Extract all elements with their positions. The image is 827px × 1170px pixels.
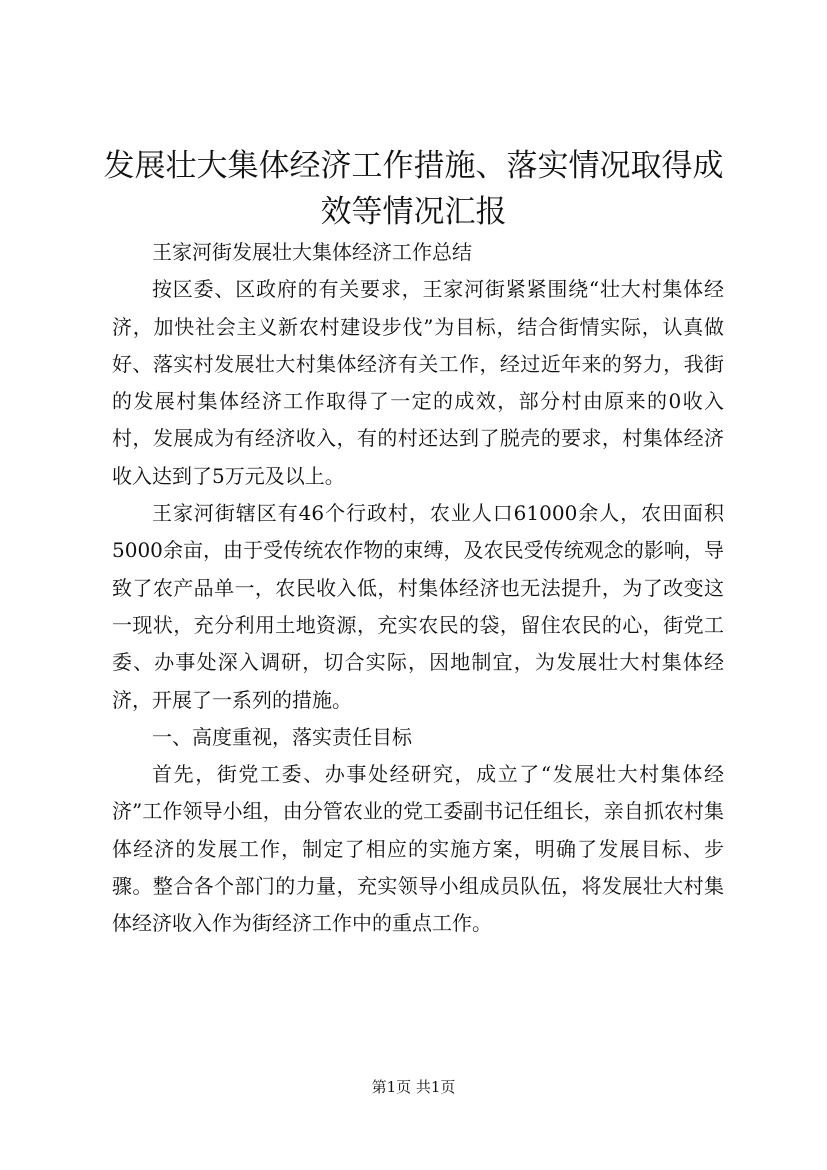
document-title: 发展壮大集体经济工作措施、落实情况取得成效等情况汇报 <box>103 148 724 230</box>
paragraph-measures: 首先，街党工委、办事处经研究，成立了“发展壮大村集体经济”工作领导小组，由分管农业的党工委副书记任组长，亲自抓农村集体经济的发展工作，制定了相应的实施方案，明确了发展目标、步骤。整合各个部门的力量，充实领导小组成员队伍，将发展壮大村集体经济收入作为街经济工作中的重点工作。 <box>112 762 724 936</box>
paragraph-intro: 按区委、区政府的有关要求，王家河街紧紧围绕“壮大村集体经济，加快社会主义新农村建设步伐”为目标，结合街情实际，认真做好、落实村发展壮大村集体经济有关工作，经过近年来的努力，我街的发展村集体经济工作取得了一定的成效，部分村由原来的0收入村，发展成为有经济收入，有的村还达到了脱壳的要求，村集体经济收入达到了5万元及以上。 <box>112 277 724 488</box>
page-number-footer: 第1页 共1页 <box>371 1078 456 1096</box>
section-subtitle: 王家河街发展壮大集体经济工作总结 <box>152 240 472 264</box>
paragraph-background: 王家河街辖区有46个行政村，农业人口61000余人，农田面积5000余亩，由于受传统农作物的束缚，及农民受传统观念的影响，导致了农产品单一，农民收入低，村集体经济也无法提升，为了改变这一现状，充分利用土地资源，充实农民的袋，留住农民的心，街党工委、办事处深入调研，切合实际，因地制宜，为发展壮大村集体经济，开展了一系列的措施。 <box>112 501 724 712</box>
document-body <box>112 234 724 943</box>
section-heading: 一、高度重视，落实责任目标 <box>152 724 412 749</box>
